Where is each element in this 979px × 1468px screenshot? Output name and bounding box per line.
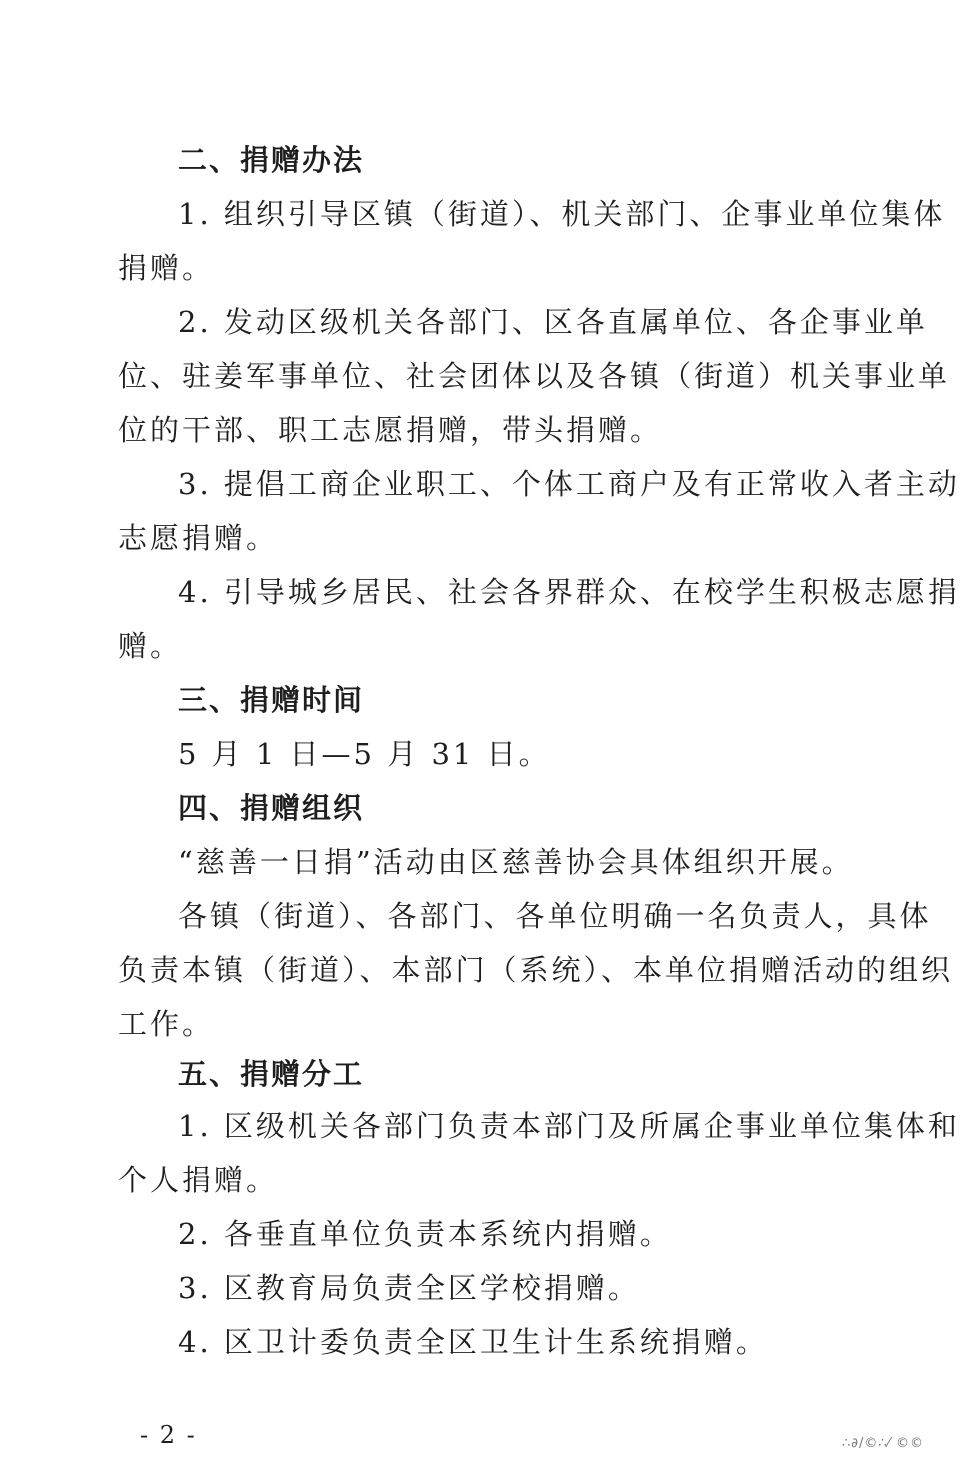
section-heading-donation-time: 三、捐赠时间 (178, 683, 365, 717)
paragraph-line: 工作。 (118, 1007, 215, 1041)
paragraph-line: “慈善一日捐”活动由区慈善协会具体组织开展。 (178, 845, 854, 879)
paragraph-line: 3. 提倡工商企业职工、个体工商户及有正常收入者主动 (178, 467, 960, 501)
paragraph-line: 5 月 1 日—5 月 31 日。 (178, 737, 551, 771)
paragraph-line: 3. 区教育局负责全区学校捐赠。 (178, 1271, 640, 1305)
paragraph-line: 捐赠。 (118, 251, 215, 285)
section-heading-donation-organization: 四、捐赠组织 (178, 791, 365, 825)
paragraph-line: 个人捐赠。 (118, 1163, 279, 1197)
paragraph-line: 1. 区级机关各部门负责本部门及所属企事业单位集体和 (178, 1109, 960, 1143)
paragraph-line: 2. 各垂直单位负责本系统内捐赠。 (178, 1217, 672, 1251)
paragraph-line: 赠。 (118, 629, 183, 663)
paragraph-line: 志愿捐赠。 (118, 521, 279, 555)
paragraph-line: 1. 组织引导区镇（街道）、机关部门、企事业单位集体 (178, 197, 946, 231)
section-heading-donation-division: 五、捐赠分工 (178, 1057, 365, 1091)
paragraph-line: 2. 发动区级机关各部门、区各直属单位、各企事业单 (178, 305, 928, 339)
section-heading-donation-method: 二、捐赠办法 (178, 143, 365, 177)
page-number: - 2 - (140, 1421, 197, 1449)
paragraph-line: 位的干部、职工志愿捐赠，带头捐赠。 (118, 413, 663, 447)
paragraph-line: 各镇（街道）、各部门、各单位明确一名负责人，具体 (178, 899, 932, 933)
paragraph-line: 4. 引导城乡居民、社会各界群众、在校学生积极志愿捐 (178, 575, 960, 609)
paragraph-line: 4. 区卫计委负责全区卫生计生系统捐赠。 (178, 1325, 768, 1359)
paragraph-line: 位、驻姜军事单位、社会团体以及各镇（街道）机关事业单 (118, 359, 951, 393)
paragraph-line: 负责本镇（街道）、本部门（系统）、本单位捐赠活动的组织 (118, 953, 954, 987)
watermark: ∴∂/©∴⁄ ©© (842, 1436, 924, 1451)
